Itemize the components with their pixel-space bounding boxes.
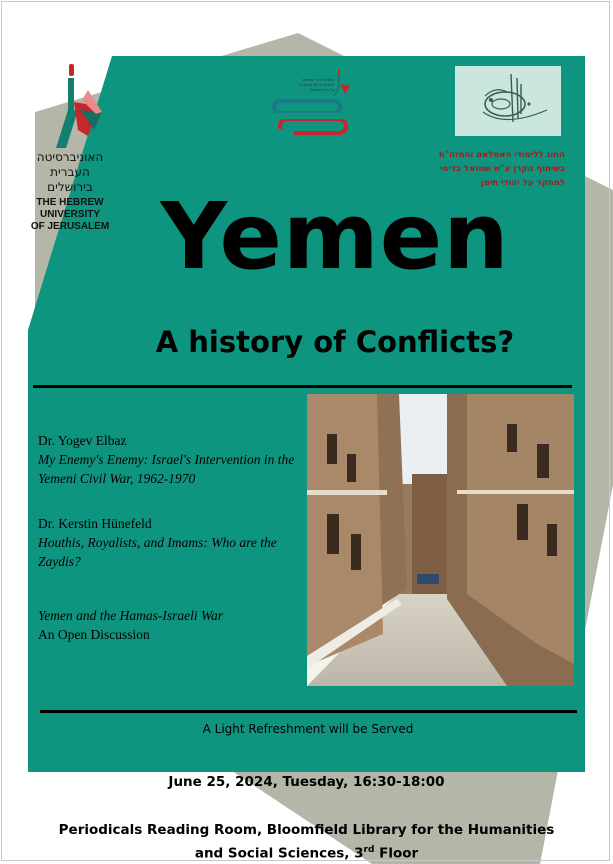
calligraphy-seal-icon — [455, 66, 561, 136]
talk-title: Yemen and the Hamas-Israeli War — [38, 608, 223, 623]
library-he-line: ספריות הר הצופים — [302, 77, 334, 82]
refreshment-note: A Light Refreshment will be Served — [202, 722, 414, 736]
library-s-logo-icon — [272, 99, 352, 139]
talk-title: My Enemy's Enemy: Israel's Intervention in the Yemeni Civil War, 1962-1970 — [38, 452, 295, 486]
library-he-line: ע״ש בלומפילד — [308, 87, 334, 92]
talk-1 — [38, 431, 306, 488]
library-name-hebrew — [270, 77, 334, 92]
yemen-street-photo — [307, 394, 574, 686]
institute-stamp-logo — [455, 66, 561, 136]
institute-line: החוג ללימודי האסלאם והמזה"ת — [438, 150, 565, 160]
venue-line-2 — [0, 840, 613, 864]
library-he-line: למדעי הרוח והחברה — [298, 82, 334, 87]
venue-line-2-main: and Social Sciences, 3 — [194, 845, 364, 862]
university-en-line: THE HEBREW — [36, 197, 104, 208]
talk-2 — [38, 514, 306, 571]
talk-3 — [38, 606, 306, 644]
university-he-line: בירושלים — [47, 180, 93, 194]
event-venue — [0, 820, 613, 864]
talk-speaker: Dr. Kerstin Hünefeld — [38, 516, 152, 531]
talk-speaker: Dr. Yogev Elbaz — [38, 433, 127, 448]
talk-subtitle: An Open Discussion — [38, 627, 150, 642]
top-divider — [33, 385, 572, 388]
university-he-line: העברית — [50, 165, 90, 179]
institute-line: בשיתוף הקרן ע"ש שמואל בדיחי — [440, 164, 565, 174]
poster-title: Yemen — [160, 183, 510, 290]
university-en-line: OF JERUSALEM — [30, 221, 110, 232]
bottom-divider — [40, 710, 577, 713]
event-date: June 25, 2024, Tuesday, 16:30-18:00 — [168, 774, 445, 790]
library-small-logo-icon — [330, 68, 352, 98]
university-name-english — [30, 197, 110, 233]
venue-floor-suffix: rd — [363, 845, 375, 855]
university-name-hebrew — [30, 150, 110, 195]
poster-subtitle: A history of Conflicts? — [155, 325, 515, 359]
university-en-line: UNIVERSITY — [39, 209, 100, 220]
hebrew-university-logo-icon — [52, 60, 108, 150]
university-he-line: האוניברסיטה — [36, 150, 104, 164]
institute-line: למחקר על יהודי תימן — [480, 178, 565, 188]
venue-line-1: Periodicals Reading Room, Bloomfield Library for the Humanities — [58, 822, 555, 838]
venue-line-2-end: Floor — [374, 845, 419, 862]
talk-title: Houthis, Royalists, and Imams: Who are the Zaydis? — [38, 535, 277, 569]
